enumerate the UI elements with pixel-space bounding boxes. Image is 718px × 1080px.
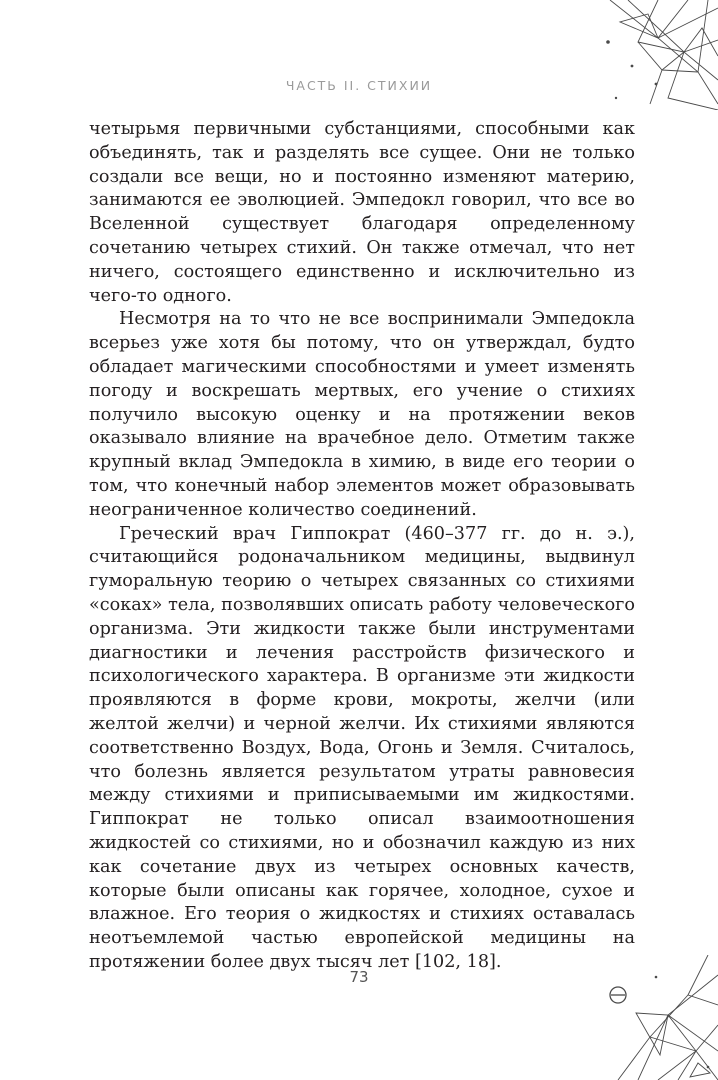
star-icon [655,976,710,1069]
circle-minus-icon [610,987,626,1003]
page-number: 73 [349,968,369,986]
paragraph: Греческий врач Гиппократ (460–377 гг. до н. э.), считающийся родоначальником медицины, выдвинул гуморальную теорию о четырех связанных со стихиями «соках» тела, позволявших описать работу человеческого организма. Эти жидкости также были инструментами диагностики и лечения расстройств физического и психологического характера. В организме эти жидкости проявляются в форме крови, мокроты, желчи (или желтой желчи) и черной желчи. Их стихиями являются соответственно Воздух, Вода, Огонь и Земля. Считалось, что болезнь является результатом утраты равновесия между стихиями и приписываемыми им жидкостями. Гиппократ не только описал взаимоотношения жидкостей со стихиями, но и обозначил каждую из них как сочетание двух из четырех основных качеств, которые были описаны как горячее, холодное, сухое и влажное. Его теория о жидкостях и стихиях оставалась неотъемлемой частью европейской медицины на протяжении более двух тысяч лет [102, 18]. [89,523,635,972]
top-corner-ornament [598,0,718,110]
running-header: ЧАСТЬ II. СТИХИИ [285,78,433,93]
page-body [89,118,635,975]
bottom-corner-ornament [598,955,718,1080]
geometric-lines-icon [598,955,718,1080]
paragraph: четырьмя первичными субстанциями, способными как объединять, так и разделять все сущее. Они не только создали все вещи, но и постоянно изменяют материю, занимаются ее эволюцией. Эмпедокл говорил, что все во Вселенной существует благодаря определенному сочетанию четырех стихий. Он также отмечал, что нет ничего, состоящего единственно и исключительно из чего-то одного. [89,119,635,306]
paragraph: Несмотря на то что не все воспринимали Эмпедокла всерьез уже хотя бы потому, что он утверждал, будто обладает магическими способностями и умеет изменять погоду и воскрешать мертвых, его учение о стихиях получило высокую оценку и на протяжении веков оказывало влияние на врачебное дело. Отметим также крупный вклад Эмпедокла в химию, в виде его теории о том, что конечный набор элементов может образовывать неограниченное количество соединений. [89,309,635,520]
geometric-lines-icon [598,0,718,110]
